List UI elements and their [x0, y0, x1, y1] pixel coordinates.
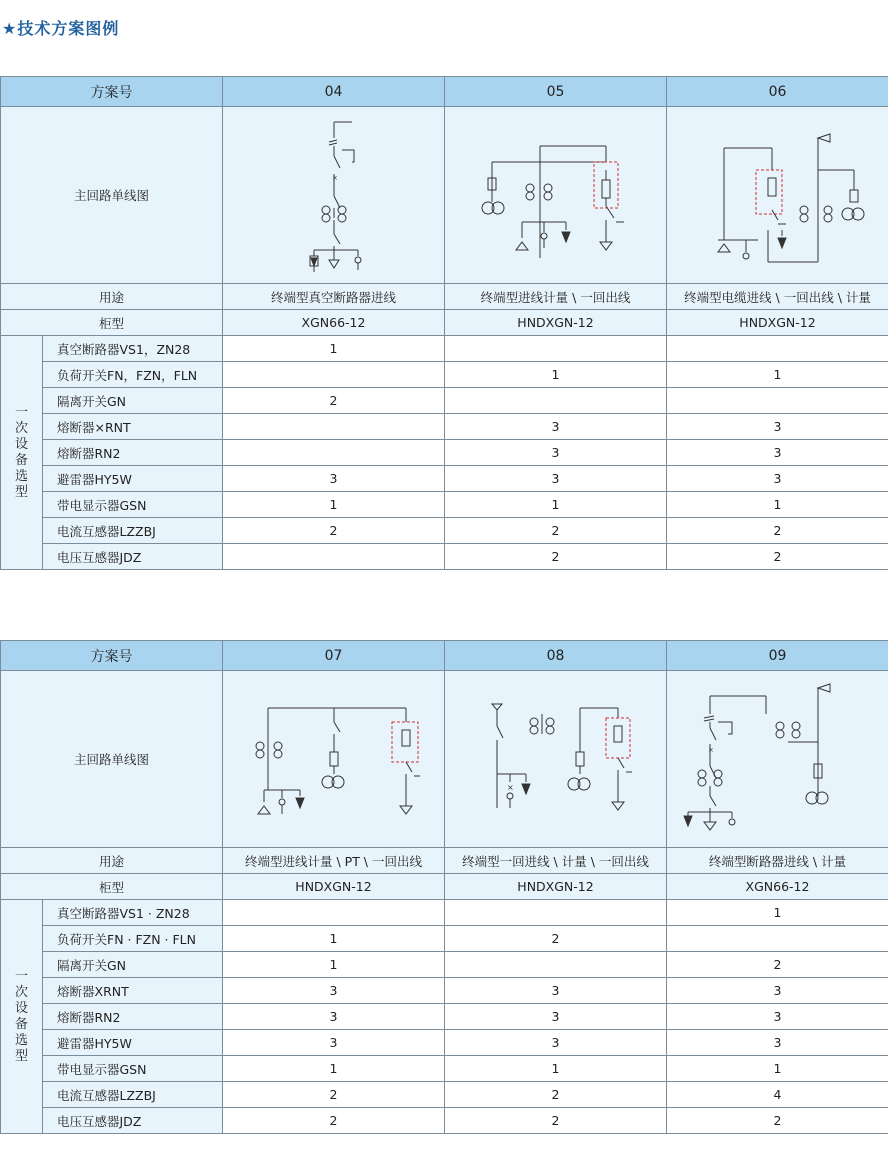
cabinet-cell: XGN66-12: [667, 874, 888, 900]
usage-cell: 终端型断路器进线 \ 计量: [667, 848, 888, 874]
equipment-name: 真空断路器VS1 · ZN28: [43, 900, 223, 926]
scheme-no: 04: [223, 77, 445, 107]
equipment-qty: 3: [223, 978, 445, 1004]
equipment-qty: 2: [223, 518, 445, 544]
usage-cell: 终端型一回进线 \ 计量 \ 一回出线: [445, 848, 667, 874]
equipment-row: [1, 1004, 888, 1030]
equipment-name: 负荷开关FN，FZN，FLN: [43, 362, 223, 388]
equipment-name: 隔离开关GN: [43, 388, 223, 414]
cabinet-cell: HNDXGN-12: [445, 310, 667, 336]
equipment-qty: 3: [445, 1004, 667, 1030]
equipment-qty: 1: [667, 900, 888, 926]
equipment-qty: 2: [667, 952, 888, 978]
equipment-row: [1, 1056, 888, 1082]
equipment-row: [1, 492, 888, 518]
equipment-name: 电压互感器JDZ: [43, 1108, 223, 1134]
usage-cell: 终端型电缆进线 \ 一回出线 \ 计量: [667, 284, 888, 310]
scheme-table-1: [0, 76, 888, 570]
equipment-name: 真空断路器VS1，ZN28: [43, 336, 223, 362]
single-line-diagram-09: [678, 674, 878, 844]
diagram-row: [1, 107, 888, 284]
equipment-row: [1, 978, 888, 1004]
equipment-qty: 1: [223, 952, 445, 978]
equipment-row: [1, 466, 888, 492]
diagram-cell-09: [667, 671, 888, 848]
cabinet-cell: HNDXGN-12: [223, 874, 445, 900]
diagram-label: 主回路单线图: [1, 107, 223, 284]
equipment-name: 负荷开关FN · FZN · FLN: [43, 926, 223, 952]
equipment-qty: 1: [445, 1056, 667, 1082]
equipment-name: 避雷器HY5W: [43, 466, 223, 492]
equipment-qty: 1: [223, 336, 445, 362]
scheme-table-2: [0, 640, 888, 1134]
equipment-name: 带电显示器GSN: [43, 492, 223, 518]
equipment-name: 避雷器HY5W: [43, 1030, 223, 1056]
equipment-qty: 2: [667, 544, 888, 570]
equipment-name: 熔断器×RNT: [43, 414, 223, 440]
equipment-qty: 4: [667, 1082, 888, 1108]
single-line-diagram-05: [456, 110, 656, 280]
equipment-qty: 3: [667, 440, 888, 466]
equipment-qty: 3: [445, 414, 667, 440]
equipment-qty: 2: [223, 1082, 445, 1108]
equipment-name: 熔断器XRNT: [43, 978, 223, 1004]
scheme-no-label: 方案号: [1, 641, 223, 671]
equipment-name: 电流互感器LZZBJ: [43, 1082, 223, 1108]
equipment-qty: 1: [445, 492, 667, 518]
svg-text:×: ×: [331, 174, 338, 182]
equipment-name: 电流互感器LZZBJ: [43, 518, 223, 544]
scheme-no: 05: [445, 77, 667, 107]
equipment-qty: [445, 952, 667, 978]
equipment-qty: 3: [667, 466, 888, 492]
usage-row: [1, 284, 888, 310]
equipment-qty: 3: [445, 1030, 667, 1056]
equipment-name: 熔断器RN2: [43, 440, 223, 466]
diagram-label: 主回路单线图: [1, 671, 223, 848]
equipment-row: [1, 952, 888, 978]
equipment-qty: [667, 926, 888, 952]
usage-label: 用途: [1, 284, 223, 310]
diagram-cell-06: [667, 107, 888, 284]
equipment-name: 电压互感器JDZ: [43, 544, 223, 570]
equipment-qty: 2: [223, 388, 445, 414]
cabinet-cell: XGN66-12: [223, 310, 445, 336]
diagram-cell-08: [445, 671, 667, 848]
equipment-qty: 2: [667, 518, 888, 544]
equipment-name: 熔断器RN2: [43, 1004, 223, 1030]
single-line-diagram-06: [678, 110, 878, 280]
header-row: [1, 641, 888, 671]
equipment-qty: 3: [667, 1004, 888, 1030]
svg-text:×: ×: [506, 783, 514, 792]
equipment-qty: 1: [667, 362, 888, 388]
equipment-qty: 1: [445, 362, 667, 388]
cabinet-label: 柜型: [1, 310, 223, 336]
equipment-row: [1, 388, 888, 414]
scheme-no-label: 方案号: [1, 77, 223, 107]
equipment-qty: 2: [445, 1108, 667, 1134]
cabinet-row: [1, 874, 888, 900]
equipment-name: 带电显示器GSN: [43, 1056, 223, 1082]
equipment-qty: [223, 414, 445, 440]
equipment-qty: 3: [223, 1030, 445, 1056]
cabinet-cell: HNDXGN-12: [445, 874, 667, 900]
equipment-qty: 1: [667, 1056, 888, 1082]
usage-cell: 终端型进线计量 \ 一回出线: [445, 284, 667, 310]
diagram-row: [1, 671, 888, 848]
equipment-qty: 1: [667, 492, 888, 518]
equipment-qty: 2: [445, 518, 667, 544]
scheme-no: 06: [667, 77, 888, 107]
scheme-no: 09: [667, 641, 888, 671]
equipment-name: 隔离开关GN: [43, 952, 223, 978]
scheme-no: 07: [223, 641, 445, 671]
equipment-qty: [223, 544, 445, 570]
cabinet-label: 柜型: [1, 874, 223, 900]
category-label: 一次设备选型: [1, 336, 43, 570]
equipment-qty: [667, 336, 888, 362]
equipment-row: [1, 544, 888, 570]
page-title: ★技术方案图例: [2, 19, 120, 38]
equipment-qty: 2: [667, 1108, 888, 1134]
equipment-qty: 2: [445, 544, 667, 570]
equipment-qty: 1: [223, 926, 445, 952]
usage-row: [1, 848, 888, 874]
equipment-qty: 3: [445, 466, 667, 492]
scheme-no: 08: [445, 641, 667, 671]
diagram-cell-07: [223, 671, 445, 848]
equipment-qty: 2: [445, 1082, 667, 1108]
equipment-qty: [445, 388, 667, 414]
equipment-qty: 1: [223, 1056, 445, 1082]
equipment-qty: [445, 900, 667, 926]
equipment-row: [1, 414, 888, 440]
equipment-qty: 3: [223, 1004, 445, 1030]
diagram-cell-04: [223, 107, 445, 284]
equipment-qty: [445, 336, 667, 362]
equipment-qty: [667, 388, 888, 414]
usage-label: 用途: [1, 848, 223, 874]
equipment-row: [1, 1082, 888, 1108]
equipment-row: [1, 900, 888, 926]
diagram-cell-05: [445, 107, 667, 284]
equipment-qty: 3: [667, 414, 888, 440]
single-line-diagram-04: [234, 110, 434, 280]
equipment-qty: [223, 362, 445, 388]
equipment-row: [1, 1108, 888, 1134]
single-line-diagram-07: [234, 674, 434, 844]
equipment-row: [1, 336, 888, 362]
header-row: [1, 77, 888, 107]
equipment-qty: [223, 440, 445, 466]
equipment-row: [1, 1030, 888, 1056]
category-label: 一次设备选型: [1, 900, 43, 1134]
cabinet-row: [1, 310, 888, 336]
cabinet-cell: HNDXGN-12: [667, 310, 888, 336]
equipment-row: [1, 518, 888, 544]
usage-cell: 终端型真空断路器进线: [223, 284, 445, 310]
svg-text:×: ×: [707, 746, 714, 754]
equipment-row: [1, 926, 888, 952]
equipment-qty: 3: [667, 978, 888, 1004]
equipment-qty: 3: [445, 440, 667, 466]
equipment-qty: 3: [223, 466, 445, 492]
single-line-diagram-08: [456, 674, 656, 844]
usage-cell: 终端型进线计量 \ PT \ 一回出线: [223, 848, 445, 874]
equipment-qty: 3: [445, 978, 667, 1004]
equipment-row: [1, 440, 888, 466]
equipment-qty: 2: [445, 926, 667, 952]
equipment-qty: 2: [223, 1108, 445, 1134]
equipment-qty: [223, 900, 445, 926]
equipment-qty: 1: [223, 492, 445, 518]
equipment-qty: 3: [667, 1030, 888, 1056]
equipment-row: [1, 362, 888, 388]
